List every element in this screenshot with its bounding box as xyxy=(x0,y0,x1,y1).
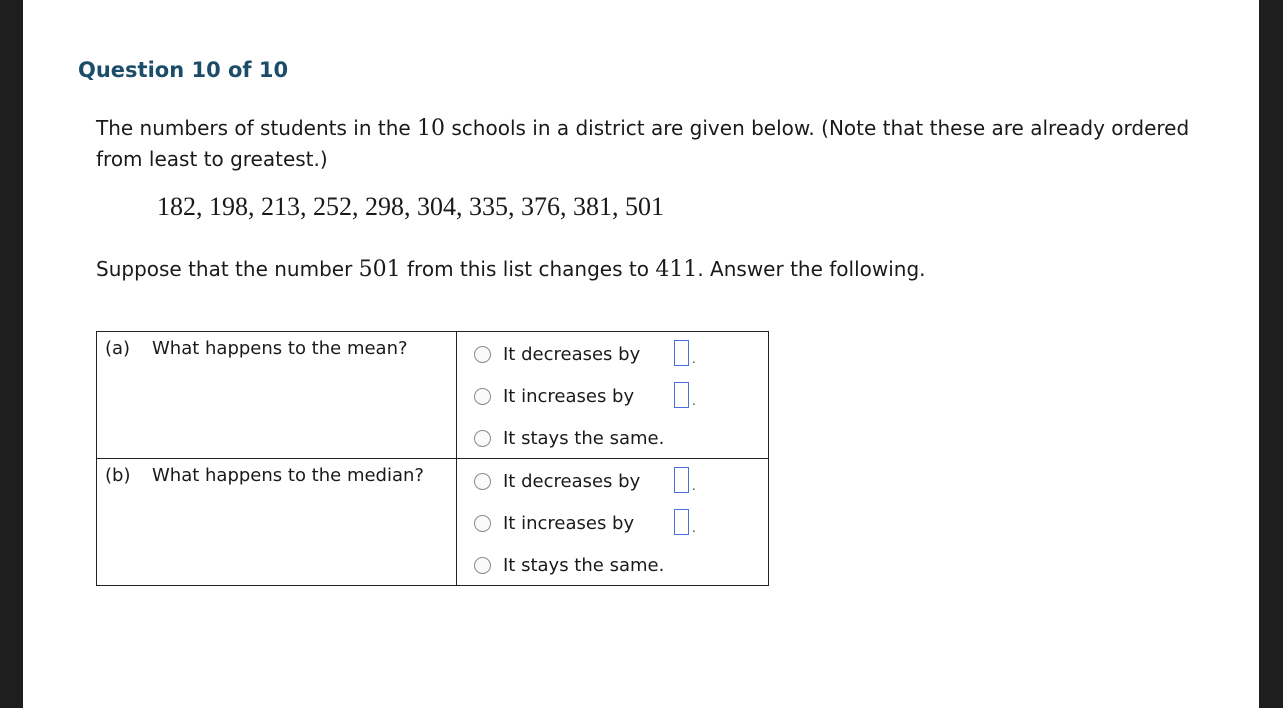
part-b-row xyxy=(97,459,769,586)
part-a-increases-label: It increases by xyxy=(503,386,635,407)
part-b-question-cell xyxy=(97,459,457,586)
part-a-decrease-amount-input[interactable] xyxy=(674,340,689,366)
data-list: 182, 198, 213, 252, 298, 304, 335, 376, 381, 501 xyxy=(157,192,664,221)
part-a-increase-amount-input[interactable] xyxy=(674,382,689,408)
suppose-text xyxy=(96,254,926,285)
part-a-option-same[interactable] xyxy=(457,416,768,458)
prompt-num-schools: 10 xyxy=(417,116,446,141)
part-a-increase-period: . xyxy=(692,394,696,408)
prompt-text-1: The numbers of students in the xyxy=(96,116,418,140)
part-a-row xyxy=(97,332,769,459)
part-b-option-same[interactable] xyxy=(457,543,768,585)
part-b-option-increases[interactable] xyxy=(457,501,768,543)
prompt-text-2: schools in a district are given below. (Note that these are already ordered from least to greatest.) xyxy=(96,116,1190,171)
suppose-text-1: Suppose that the number xyxy=(96,257,359,281)
part-a-question-cell xyxy=(97,332,457,459)
part-a-decreases-radio[interactable] xyxy=(474,346,491,363)
part-b-decreases-radio[interactable] xyxy=(474,473,491,490)
question-page xyxy=(23,0,1259,708)
part-b-decreases-label: It decreases by xyxy=(503,471,641,492)
part-b-increases-radio[interactable] xyxy=(474,515,491,532)
part-b-label: (b) xyxy=(105,465,131,486)
part-a-options-cell xyxy=(457,332,769,459)
part-a-label: (a) xyxy=(105,338,131,359)
suppose-new-value: 411 xyxy=(655,257,698,282)
part-a-option-increases[interactable] xyxy=(457,374,768,416)
part-b-same-radio[interactable] xyxy=(474,557,491,574)
part-b-increase-period: . xyxy=(692,521,696,535)
part-b-increases-label: It increases by xyxy=(503,513,635,534)
part-a-decrease-period: . xyxy=(692,352,696,366)
part-a-same-radio[interactable] xyxy=(474,430,491,447)
part-b-option-decreases[interactable] xyxy=(457,459,768,501)
part-b-decrease-amount-input[interactable] xyxy=(674,467,689,493)
part-a-decreases-label: It decreases by xyxy=(503,344,641,365)
question-prompt xyxy=(96,113,1196,174)
part-a-question: What happens to the mean? xyxy=(152,338,408,359)
part-a-option-decreases[interactable] xyxy=(457,332,768,374)
suppose-text-2: from this list changes to xyxy=(400,257,656,281)
suppose-text-3: . Answer the following. xyxy=(697,257,926,281)
question-table xyxy=(96,331,769,586)
question-title: Question 10 of 10 xyxy=(78,58,289,82)
part-b-increase-amount-input[interactable] xyxy=(674,509,689,535)
part-b-options-cell xyxy=(457,459,769,586)
part-a-increases-radio[interactable] xyxy=(474,388,491,405)
part-b-decrease-period: . xyxy=(692,479,696,493)
part-a-same-label: It stays the same. xyxy=(503,428,665,449)
part-b-question: What happens to the median? xyxy=(152,465,424,486)
part-b-same-label: It stays the same. xyxy=(503,555,665,576)
suppose-old-value: 501 xyxy=(358,257,401,282)
